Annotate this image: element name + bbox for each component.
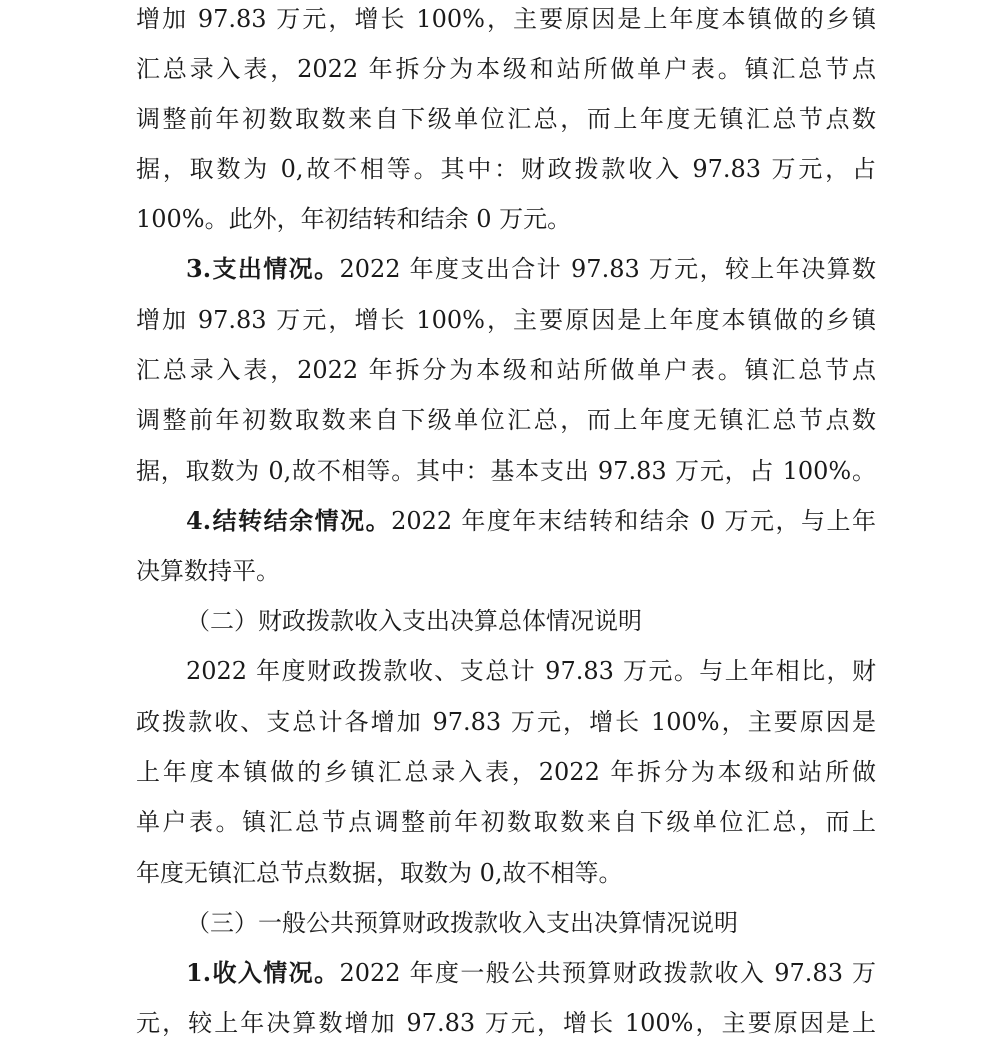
- section-income-line: [186, 951, 876, 995]
- section-carryover-heading: 4.结转结余情况。: [186, 506, 392, 535]
- body-text-line: 单户表。镇汇总节点调整前年初数取数来自下级单位汇总，而上: [136, 808, 876, 836]
- section-carryover-text: 2022 年度年末结转和结余 0 万元，与上年: [391, 507, 876, 535]
- body-text-line: 年度无镇汇总节点数据，取数为 0,故不相等。: [136, 859, 623, 887]
- body-text-line: 上年度本镇做的乡镇汇总录入表，2022 年拆分为本级和站所做: [136, 758, 876, 786]
- body-text-line: 政拨款收、支总计各增加 97.83 万元，增长 100%，主要原因是: [136, 708, 876, 736]
- body-text-line: 汇总录入表，2022 年拆分为本级和站所做单户表。镇汇总节点: [136, 55, 876, 83]
- section-expenditure-text: 2022 年度支出合计 97.83 万元，较上年决算数: [339, 255, 877, 283]
- body-text-line: 汇总录入表，2022 年拆分为本级和站所做单户表。镇汇总节点: [136, 356, 876, 384]
- section-heading-2: （二）财政拨款收入支出决算总体情况说明: [186, 607, 642, 635]
- body-text-line: 调整前年初数取数来自下级单位汇总，而上年度无镇汇总节点数: [136, 105, 876, 133]
- section-expenditure-line: [186, 247, 876, 291]
- body-text-line: 元，较上年决算数增加 97.83 万元，增长 100%，主要原因是上: [136, 1009, 876, 1037]
- section-carryover-line: [186, 499, 876, 543]
- body-text-line: 据，取数为 0,故不相等。其中：基本支出 97.83 万元，占 100%。: [136, 457, 876, 485]
- body-text-line: 调整前年初数取数来自下级单位汇总，而上年度无镇汇总节点数: [136, 406, 876, 434]
- section-heading-3: （三）一般公共预算财政拨款收入支出决算情况说明: [186, 909, 738, 937]
- body-text-line: 增加 97.83 万元，增长 100%，主要原因是上年度本镇做的乡镇: [136, 5, 876, 33]
- body-text-line: 100%。此外，年初结转和结余 0 万元。: [136, 205, 572, 233]
- section-income-text: 2022 年度一般公共预算财政拨款收入 97.83 万: [339, 959, 877, 987]
- body-text-line: 据，取数为 0,故不相等。其中：财政拨款收入 97.83 万元，占: [136, 155, 876, 183]
- section-income-heading: 1.收入情况。: [186, 958, 340, 987]
- body-text-line: 决算数持平。: [136, 557, 280, 585]
- body-text-line: 2022 年度财政拨款收、支总计 97.83 万元。与上年相比，财: [186, 657, 876, 685]
- body-text-line: 增加 97.83 万元，增长 100%，主要原因是上年度本镇做的乡镇: [136, 306, 876, 334]
- section-expenditure-heading: 3.支出情况。: [186, 254, 340, 283]
